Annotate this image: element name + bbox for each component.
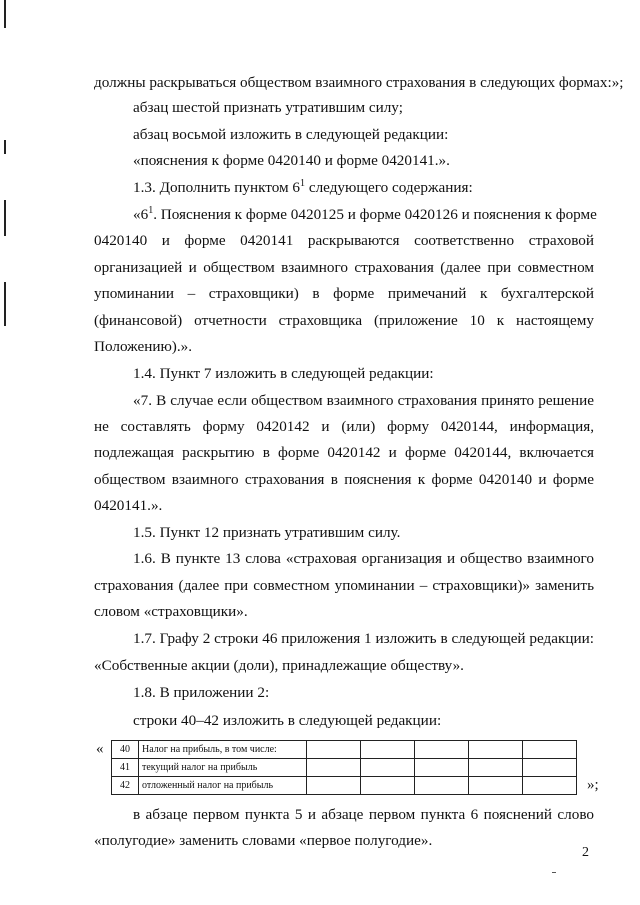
- paragraph-line: Положению).».: [94, 338, 193, 355]
- paragraph-line: 0420140 и форме 0420141 раскрываются соответственно страховой: [94, 232, 594, 249]
- empty-cell: [469, 777, 523, 795]
- close-quote: »;: [587, 777, 599, 793]
- row-number: 41: [112, 759, 139, 777]
- paragraph-line: абзац шестой признать утратившим силу;: [133, 99, 403, 116]
- empty-cell: [415, 741, 469, 759]
- paragraph-line: 1.5. Пункт 12 признать утратившим силу.: [133, 524, 401, 541]
- row-label: Налог на прибыль, в том числе:: [139, 741, 307, 759]
- open-quote: «: [96, 741, 104, 757]
- scan-mark: [4, 140, 6, 154]
- paragraph-line: строки 40–42 изложить в следующей редакции:: [133, 712, 442, 729]
- scan-mark: [4, 0, 6, 28]
- replacement-table: [111, 740, 577, 795]
- paragraph-line: обществом взаимного страхования в пояснения к форме 0420140 и форме: [94, 471, 594, 488]
- empty-cell: [415, 777, 469, 795]
- paragraph-line: 1.7. Графу 2 строки 46 приложения 1 изложить в следующей редакции:: [133, 630, 594, 647]
- scan-mark: [4, 200, 6, 236]
- paragraph-line: 0420141.».: [94, 497, 163, 514]
- paragraph-line: страхования (далее при совместном упоминании – страховщики)» заменить: [94, 577, 594, 594]
- empty-cell: [523, 777, 577, 795]
- empty-cell: [469, 741, 523, 759]
- page-number: 2: [582, 845, 589, 860]
- row-label: текущий налог на прибыль: [139, 759, 307, 777]
- text-run: . Пояснения к форме 0420125 и форме 0420126 и пояснения к форме: [153, 206, 597, 223]
- empty-cell: [307, 777, 361, 795]
- paragraph-line: (финансовой) отчетности страховщика (приложение 10 к настоящему: [94, 312, 594, 329]
- paragraph-line: абзац восьмой изложить в следующей редакции:: [133, 126, 449, 143]
- paragraph-line: [133, 205, 597, 224]
- paragraph-line: организацией и обществом взаимного страхования (далее при совместном: [94, 259, 594, 276]
- paragraph-line: должны раскрываться обществом взаимного страхования в следующих формах:»;: [94, 74, 624, 91]
- paragraph-line: не составлять форму 0420142 и (или) форму 0420144, информация,: [94, 418, 594, 435]
- paragraph-line: «пояснения к форме 0420140 и форме 0420141.».: [133, 152, 450, 169]
- empty-cell: [307, 741, 361, 759]
- paragraph-line: 1.6. В пункте 13 слова «страховая организация и общество взаимного: [133, 550, 594, 567]
- paragraph-line: упоминании – страховщики) в форме примечаний к бухгалтерской: [94, 285, 594, 302]
- paragraph-line: «Собственные акции (доли), принадлежащие обществу».: [94, 657, 464, 674]
- paragraph-line: в абзаце первом пункта 5 и абзаце первом пункта 6 пояснений слово: [133, 806, 594, 823]
- empty-cell: [469, 759, 523, 777]
- text-run: следующего содержания:: [305, 179, 473, 196]
- row-number: 40: [112, 741, 139, 759]
- empty-cell: [523, 741, 577, 759]
- paragraph-line: 1.4. Пункт 7 изложить в следующей редакции:: [133, 365, 434, 382]
- paragraph-line: [133, 179, 594, 197]
- superscript: 1: [300, 178, 306, 189]
- table-row: [112, 777, 577, 795]
- empty-cell: [361, 741, 415, 759]
- text-run: «6: [133, 206, 149, 223]
- empty-cell: [415, 759, 469, 777]
- paragraph-line: «полугодие» заменить словами «первое полугодие».: [94, 832, 433, 849]
- empty-cell: [361, 759, 415, 777]
- empty-cell: [523, 759, 577, 777]
- empty-cell: [307, 759, 361, 777]
- superscript: 1: [148, 205, 154, 216]
- table-row: [112, 759, 577, 777]
- text-run: 1.3. Дополнить пунктом 6: [133, 179, 301, 196]
- row-number: 42: [112, 777, 139, 795]
- scan-mark: [4, 282, 6, 326]
- paragraph-line: словом «страховщики».: [94, 603, 248, 620]
- paragraph-line: «7. В случае если обществом взаимного страхования принято решение: [133, 392, 594, 409]
- row-label: отложенный налог на прибыль: [139, 777, 307, 795]
- paragraph-line: подлежащая раскрытию в форме 0420142 и форме 0420144, включается: [94, 444, 594, 461]
- scan-mark: [552, 872, 556, 873]
- paragraph-line: 1.8. В приложении 2:: [133, 684, 270, 701]
- empty-cell: [361, 777, 415, 795]
- table-row: [112, 741, 577, 759]
